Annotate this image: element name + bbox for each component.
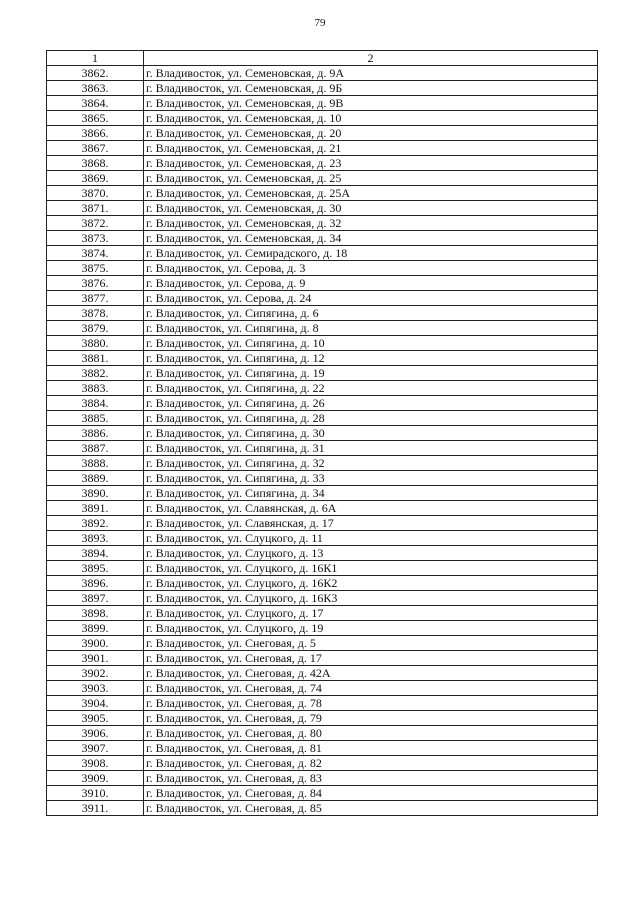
row-address: г. Владивосток, ул. Сипягина, д. 31 <box>144 441 598 456</box>
row-number: 3906. <box>47 726 144 741</box>
row-address: г. Владивосток, ул. Сипягина, д. 22 <box>144 381 598 396</box>
row-number: 3889. <box>47 471 144 486</box>
row-address: г. Владивосток, ул. Семеновская, д. 20 <box>144 126 598 141</box>
row-number: 3866. <box>47 126 144 141</box>
table-row <box>47 486 598 501</box>
row-address: г. Владивосток, ул. Слуцкого, д. 16К3 <box>144 591 598 606</box>
table-row <box>47 216 598 231</box>
table-row <box>47 681 598 696</box>
table-row <box>47 441 598 456</box>
table-row <box>47 606 598 621</box>
row-address: г. Владивосток, ул. Семеновская, д. 10 <box>144 111 598 126</box>
row-address: г. Владивосток, ул. Снеговая, д. 82 <box>144 756 598 771</box>
table-row <box>47 531 598 546</box>
row-address: г. Владивосток, ул. Снеговая, д. 17 <box>144 651 598 666</box>
row-address: г. Владивосток, ул. Семеновская, д. 9В <box>144 96 598 111</box>
table-row <box>47 516 598 531</box>
row-number: 3904. <box>47 696 144 711</box>
table-row <box>47 756 598 771</box>
row-address: г. Владивосток, ул. Семеновская, д. 23 <box>144 156 598 171</box>
table-row <box>47 696 598 711</box>
row-address: г. Владивосток, ул. Сипягина, д. 10 <box>144 336 598 351</box>
column-header-number: 1 <box>47 51 144 66</box>
row-number: 3876. <box>47 276 144 291</box>
row-address: г. Владивосток, ул. Сипягина, д. 30 <box>144 426 598 441</box>
table-row <box>47 801 598 816</box>
table-row <box>47 186 598 201</box>
row-address: г. Владивосток, ул. Семеновская, д. 9Б <box>144 81 598 96</box>
row-address: г. Владивосток, ул. Семеновская, д. 34 <box>144 231 598 246</box>
row-address: г. Владивосток, ул. Сипягина, д. 28 <box>144 411 598 426</box>
row-address: г. Владивосток, ул. Снеговая, д. 85 <box>144 801 598 816</box>
row-address: г. Владивосток, ул. Семеновская, д. 25 <box>144 171 598 186</box>
table-row <box>47 666 598 681</box>
row-address: г. Владивосток, ул. Слуцкого, д. 16К1 <box>144 561 598 576</box>
table-row <box>47 561 598 576</box>
row-address: г. Владивосток, ул. Семирадского, д. 18 <box>144 246 598 261</box>
table-row <box>47 171 598 186</box>
row-number: 3870. <box>47 186 144 201</box>
table-row <box>47 741 598 756</box>
row-number: 3869. <box>47 171 144 186</box>
table-row <box>47 156 598 171</box>
row-number: 3877. <box>47 291 144 306</box>
row-number: 3872. <box>47 216 144 231</box>
row-number: 3899. <box>47 621 144 636</box>
row-number: 3898. <box>47 606 144 621</box>
table-header-row <box>47 51 598 66</box>
table-row <box>47 576 598 591</box>
row-number: 3893. <box>47 531 144 546</box>
table-row <box>47 306 598 321</box>
row-address: г. Владивосток, ул. Сипягина, д. 8 <box>144 321 598 336</box>
table-row <box>47 546 598 561</box>
row-address: г. Владивосток, ул. Сипягина, д. 19 <box>144 366 598 381</box>
row-address: г. Владивосток, ул. Снеговая, д. 84 <box>144 786 598 801</box>
row-number: 3909. <box>47 771 144 786</box>
table-row <box>47 726 598 741</box>
table-row <box>47 66 598 81</box>
table-row <box>47 591 598 606</box>
table-row <box>47 471 598 486</box>
table-row <box>47 411 598 426</box>
table-row <box>47 201 598 216</box>
row-address: г. Владивосток, ул. Серова, д. 3 <box>144 261 598 276</box>
row-number: 3868. <box>47 156 144 171</box>
row-number: 3880. <box>47 336 144 351</box>
table-row <box>47 231 598 246</box>
page-number: 79 <box>314 17 326 29</box>
row-number: 3886. <box>47 426 144 441</box>
row-number: 3885. <box>47 411 144 426</box>
row-number: 3891. <box>47 501 144 516</box>
row-address: г. Владивосток, ул. Снеговая, д. 78 <box>144 696 598 711</box>
row-number: 3900. <box>47 636 144 651</box>
row-address: г. Владивосток, ул. Снеговая, д. 74 <box>144 681 598 696</box>
row-number: 3894. <box>47 546 144 561</box>
row-number: 3863. <box>47 81 144 96</box>
table-row <box>47 651 598 666</box>
row-number: 3874. <box>47 246 144 261</box>
row-address: г. Владивосток, ул. Семеновская, д. 25А <box>144 186 598 201</box>
row-address: г. Владивосток, ул. Сипягина, д. 12 <box>144 351 598 366</box>
table-row <box>47 276 598 291</box>
row-number: 3875. <box>47 261 144 276</box>
table-row <box>47 771 598 786</box>
row-number: 3901. <box>47 651 144 666</box>
table-row <box>47 291 598 306</box>
row-number: 3896. <box>47 576 144 591</box>
row-address: г. Владивосток, ул. Слуцкого, д. 17 <box>144 606 598 621</box>
row-address: г. Владивосток, ул. Славянская, д. 17 <box>144 516 598 531</box>
table-row <box>47 501 598 516</box>
table-row <box>47 111 598 126</box>
row-number: 3908. <box>47 756 144 771</box>
row-address: г. Владивосток, ул. Снеговая, д. 83 <box>144 771 598 786</box>
row-address: г. Владивосток, ул. Славянская, д. 6А <box>144 501 598 516</box>
table-row <box>47 636 598 651</box>
row-address: г. Владивосток, ул. Снеговая, д. 79 <box>144 711 598 726</box>
row-number: 3890. <box>47 486 144 501</box>
table-row <box>47 246 598 261</box>
table-row <box>47 786 598 801</box>
table-row <box>47 336 598 351</box>
row-address: г. Владивосток, ул. Снеговая, д. 81 <box>144 741 598 756</box>
row-number: 3897. <box>47 591 144 606</box>
row-address: г. Владивосток, ул. Серова, д. 24 <box>144 291 598 306</box>
row-address: г. Владивосток, ул. Слуцкого, д. 11 <box>144 531 598 546</box>
table-body <box>47 66 598 816</box>
row-address: г. Владивосток, ул. Семеновская, д. 21 <box>144 141 598 156</box>
row-address: г. Владивосток, ул. Сипягина, д. 34 <box>144 486 598 501</box>
row-number: 3911. <box>47 801 144 816</box>
row-number: 3884. <box>47 396 144 411</box>
table-row <box>47 621 598 636</box>
row-number: 3865. <box>47 111 144 126</box>
row-number: 3907. <box>47 741 144 756</box>
row-number: 3878. <box>47 306 144 321</box>
table-row <box>47 261 598 276</box>
row-number: 3862. <box>47 66 144 81</box>
row-number: 3879. <box>47 321 144 336</box>
row-address: г. Владивосток, ул. Серова, д. 9 <box>144 276 598 291</box>
row-number: 3881. <box>47 351 144 366</box>
table-row <box>47 426 598 441</box>
row-number: 3871. <box>47 201 144 216</box>
table-row <box>47 141 598 156</box>
row-number: 3883. <box>47 381 144 396</box>
row-address: г. Владивосток, ул. Снеговая, д. 80 <box>144 726 598 741</box>
row-address: г. Владивосток, ул. Снеговая, д. 42А <box>144 666 598 681</box>
row-address: г. Владивосток, ул. Снеговая, д. 5 <box>144 636 598 651</box>
row-number: 3910. <box>47 786 144 801</box>
row-number: 3895. <box>47 561 144 576</box>
address-table <box>46 50 598 816</box>
row-number: 3882. <box>47 366 144 381</box>
row-address: г. Владивосток, ул. Семеновская, д. 32 <box>144 216 598 231</box>
table-row <box>47 351 598 366</box>
row-number: 3905. <box>47 711 144 726</box>
row-address: г. Владивосток, ул. Слуцкого, д. 13 <box>144 546 598 561</box>
row-number: 3903. <box>47 681 144 696</box>
row-address: г. Владивосток, ул. Сипягина, д. 6 <box>144 306 598 321</box>
row-number: 3887. <box>47 441 144 456</box>
row-number: 3867. <box>47 141 144 156</box>
table-row <box>47 126 598 141</box>
row-address: г. Владивосток, ул. Семеновская, д. 9А <box>144 66 598 81</box>
table-row <box>47 711 598 726</box>
row-number: 3892. <box>47 516 144 531</box>
row-address: г. Владивосток, ул. Сипягина, д. 26 <box>144 396 598 411</box>
row-address: г. Владивосток, ул. Сипягина, д. 33 <box>144 471 598 486</box>
table-row <box>47 381 598 396</box>
row-address: г. Владивосток, ул. Семеновская, д. 30 <box>144 201 598 216</box>
table-row <box>47 396 598 411</box>
row-number: 3873. <box>47 231 144 246</box>
table-row <box>47 81 598 96</box>
table-row <box>47 456 598 471</box>
row-address: г. Владивосток, ул. Слуцкого, д. 16К2 <box>144 576 598 591</box>
table-row <box>47 321 598 336</box>
row-address: г. Владивосток, ул. Слуцкого, д. 19 <box>144 621 598 636</box>
column-header-address: 2 <box>144 51 598 66</box>
table-row <box>47 366 598 381</box>
table-row <box>47 96 598 111</box>
row-number: 3864. <box>47 96 144 111</box>
row-address: г. Владивосток, ул. Сипягина, д. 32 <box>144 456 598 471</box>
row-number: 3902. <box>47 666 144 681</box>
row-number: 3888. <box>47 456 144 471</box>
